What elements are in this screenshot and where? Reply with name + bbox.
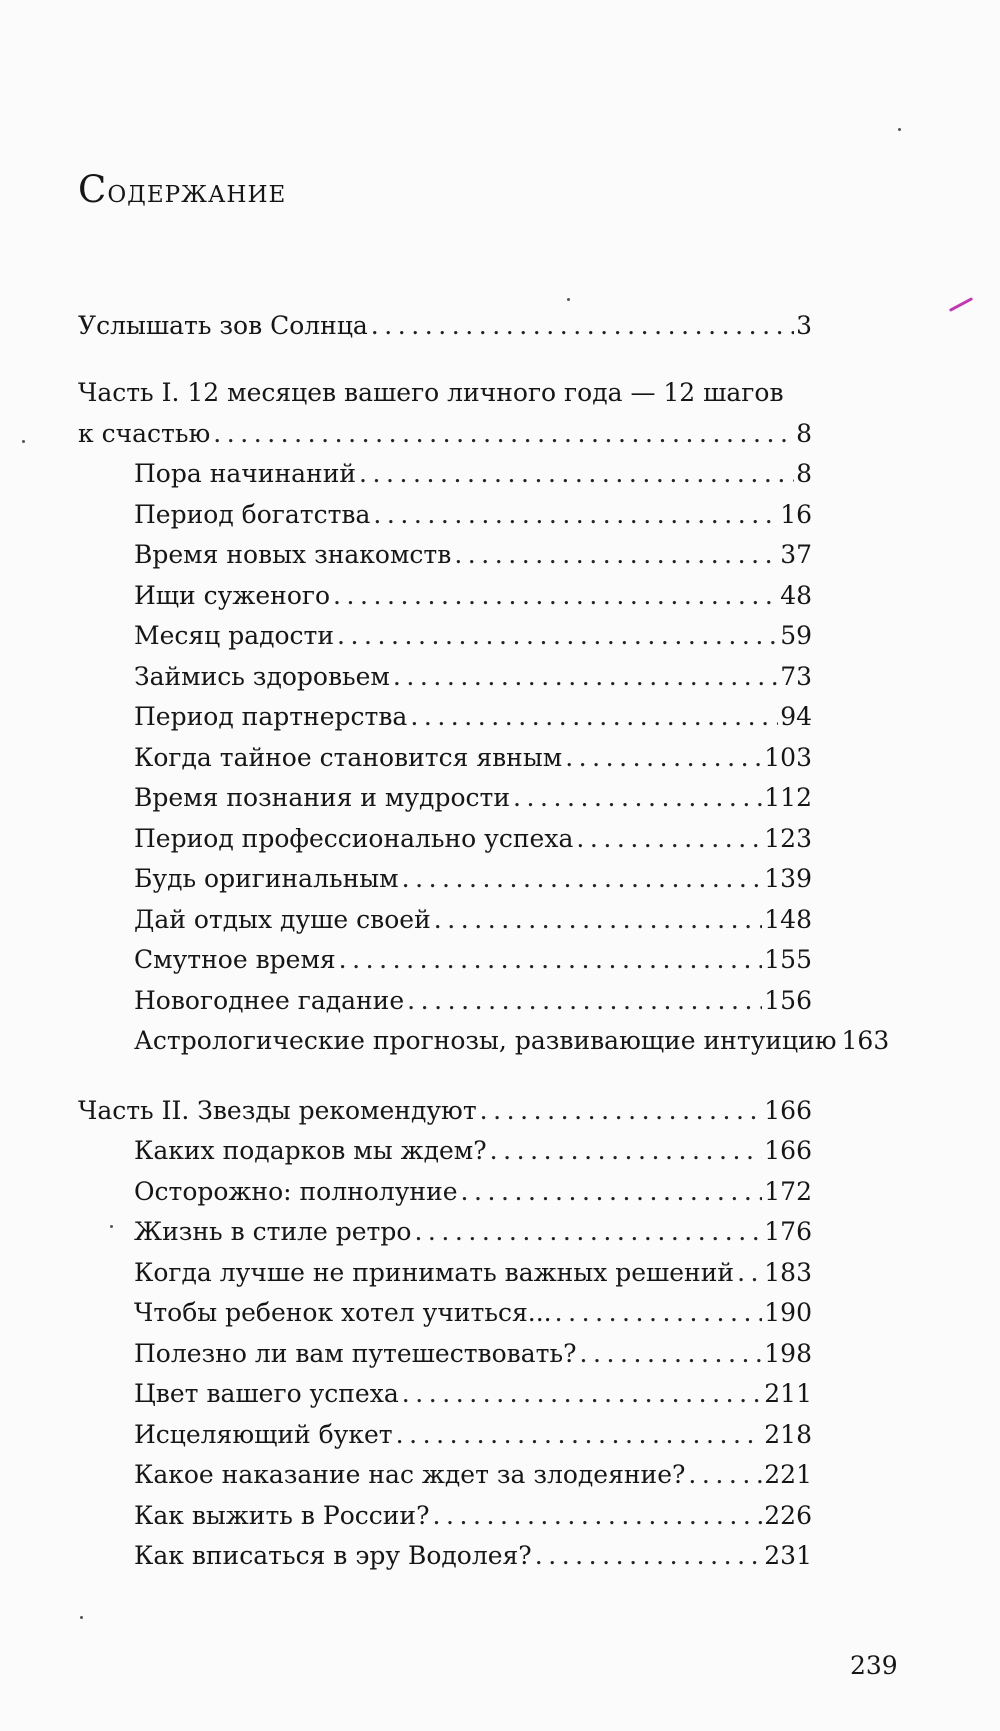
toc-entry-title: Какое наказание нас ждет за злодеяние? (134, 1460, 686, 1489)
toc-page-number: 163 (841, 1026, 890, 1055)
toc-entry-intro (78, 311, 812, 341)
part-1-title: Часть I. 12 месяцев вашего личного года — 12 шагов (78, 378, 784, 407)
toc-entry-title: Дай отдых душе своей (134, 905, 431, 934)
dot-leader (535, 1541, 763, 1571)
toc-page-number: 218 (764, 1420, 812, 1449)
toc-entry (134, 1339, 812, 1369)
toc-entry (134, 540, 812, 570)
toc-entry (134, 1217, 812, 1247)
toc-entry-title: Займись здоровьем (134, 662, 390, 691)
dot-leader (402, 1379, 763, 1409)
dot-leader (555, 1298, 763, 1328)
toc-entry (134, 702, 812, 732)
dot-leader (410, 702, 778, 732)
toc-entry-title: Как выжить в России? (134, 1501, 430, 1530)
toc-entry-title: Когда лучше не принимать важных решений (134, 1258, 735, 1287)
toc-page-number: 190 (764, 1298, 812, 1327)
toc-entry (134, 1026, 890, 1056)
toc-page-number: 112 (764, 783, 812, 812)
scan-speck (80, 1616, 83, 1619)
toc-entry-title: Ищи суженого (134, 581, 331, 610)
toc-entry (134, 1136, 812, 1166)
toc-page-number: 198 (764, 1339, 812, 1368)
page-number: 239 (850, 1651, 898, 1680)
toc-entry-title: Цвет вашего успеха (134, 1379, 399, 1408)
toc-entry (134, 581, 812, 611)
toc-entry (134, 986, 812, 1016)
scan-speck (898, 128, 901, 131)
toc-entry-title: Астрологические прогнозы, развивающие интуицию (134, 1026, 837, 1055)
toc-entry (134, 783, 812, 813)
toc-entry-title: Жизнь в стиле ретро (134, 1217, 412, 1246)
toc-page-number: 166 (764, 1096, 812, 1125)
toc-entry-title: Каких подарков мы ждем? (134, 1136, 487, 1165)
dot-leader (461, 1177, 763, 1207)
toc-page-number: 48 (780, 581, 812, 610)
toc-entry (134, 1460, 812, 1490)
dot-leader (737, 1258, 762, 1288)
toc-page-number: 139 (764, 864, 812, 893)
toc-entry-title: Будь оригинальным (134, 864, 399, 893)
toc-entry-title: Новогоднее гадание (134, 986, 405, 1015)
scan-speck (567, 298, 570, 301)
toc-entry (134, 621, 812, 651)
dot-leader (402, 864, 763, 894)
toc-entry (134, 1501, 812, 1531)
toc-page-number: 211 (764, 1379, 812, 1408)
dot-leader (333, 581, 778, 611)
dot-leader (414, 1217, 762, 1247)
toc-entry-part-2 (78, 1096, 812, 1126)
dot-leader (393, 662, 778, 692)
dot-leader (580, 1339, 763, 1369)
toc-entry-title: Смутное время (134, 945, 336, 974)
title-rest: одержание (107, 171, 287, 210)
toc-entry-part-1 (78, 419, 812, 449)
toc-entry (134, 905, 812, 935)
toc-entry (134, 1177, 812, 1207)
toc-page-number: 176 (764, 1217, 812, 1246)
toc-entry (134, 662, 812, 692)
toc-page-number: 59 (780, 621, 812, 650)
toc-page-number: 94 (780, 702, 812, 731)
toc-entry-title: Время познания и мудрости (134, 783, 511, 812)
toc-page-number: 37 (780, 540, 812, 569)
page-title (78, 168, 286, 211)
toc-entry (134, 1541, 812, 1571)
toc-page-number: 3 (796, 311, 812, 340)
toc-entry-title: Услышать зов Солнца (78, 311, 368, 340)
toc-entry (134, 864, 812, 894)
toc-page-number: 148 (764, 905, 812, 934)
dot-leader (434, 905, 763, 935)
toc-page-number: 155 (764, 945, 812, 974)
toc-entry-title: Когда тайное становится явным (134, 743, 563, 772)
toc-page-number: 103 (764, 743, 812, 772)
scan-speck (110, 1225, 113, 1228)
toc-entry (134, 459, 812, 489)
dot-leader (359, 459, 794, 489)
toc-entry (134, 500, 812, 530)
toc-page-number: 123 (764, 824, 812, 853)
toc-entry (134, 945, 812, 975)
dot-leader (213, 419, 794, 449)
part-1-title-cont: к счастью (78, 419, 211, 448)
toc-entry (134, 1379, 812, 1409)
toc-entry (134, 1298, 812, 1328)
toc-entry-title: Полезно ли вам путешествовать? (134, 1339, 577, 1368)
dot-leader (688, 1460, 762, 1490)
toc-page-number: 16 (780, 500, 812, 529)
dot-leader (339, 945, 763, 975)
toc-entry-title: Осторожно: полнолуние (134, 1177, 458, 1206)
toc-entry-title: Период богатства (134, 500, 371, 529)
dot-leader (480, 1096, 763, 1126)
dot-leader (565, 743, 762, 773)
toc-entry-title: Месяц радости (134, 621, 335, 650)
toc-entry-title: Период профессионально успеха (134, 824, 574, 853)
scan-speck (22, 440, 25, 443)
toc-entry (134, 824, 812, 854)
dot-leader (454, 540, 778, 570)
dot-leader (432, 1501, 762, 1531)
dot-leader (490, 1136, 763, 1166)
toc-page-number: 166 (764, 1136, 812, 1165)
toc-page-number: 183 (764, 1258, 812, 1287)
dot-leader (337, 621, 778, 651)
toc-entry (134, 1258, 812, 1288)
toc-entry-title: Время новых знакомств (134, 540, 452, 569)
toc-entry-title: Период партнерства (134, 702, 408, 731)
toc-page-number: 8 (796, 459, 812, 488)
pen-mark (949, 297, 973, 312)
toc-page-number: 73 (780, 662, 812, 691)
toc-entry-title: Чтобы ребенок хотел учиться... (134, 1298, 552, 1327)
toc-page-number: 221 (764, 1460, 812, 1489)
dot-leader (396, 1420, 763, 1450)
toc-entry (134, 1420, 812, 1450)
toc-entry-title: Исцеляющий букет (134, 1420, 393, 1449)
toc-page-number: 226 (764, 1501, 812, 1530)
part-2-title: Часть II. Звезды рекомендуют (78, 1096, 477, 1125)
dot-leader (407, 986, 762, 1016)
toc-entry (134, 743, 812, 773)
dot-leader (513, 783, 762, 813)
toc-entry-title: Как вписаться в эру Водолея? (134, 1541, 532, 1570)
title-initial: С (78, 168, 108, 211)
toc-page-number: 8 (796, 419, 812, 448)
dot-leader (373, 500, 778, 530)
toc-page-number: 172 (764, 1177, 812, 1206)
toc-page-number: 231 (764, 1541, 812, 1570)
toc-entry-title: Пора начинаний (134, 459, 357, 488)
toc-page-number: 156 (764, 986, 812, 1015)
dot-leader (371, 311, 794, 341)
dot-leader (576, 824, 762, 854)
